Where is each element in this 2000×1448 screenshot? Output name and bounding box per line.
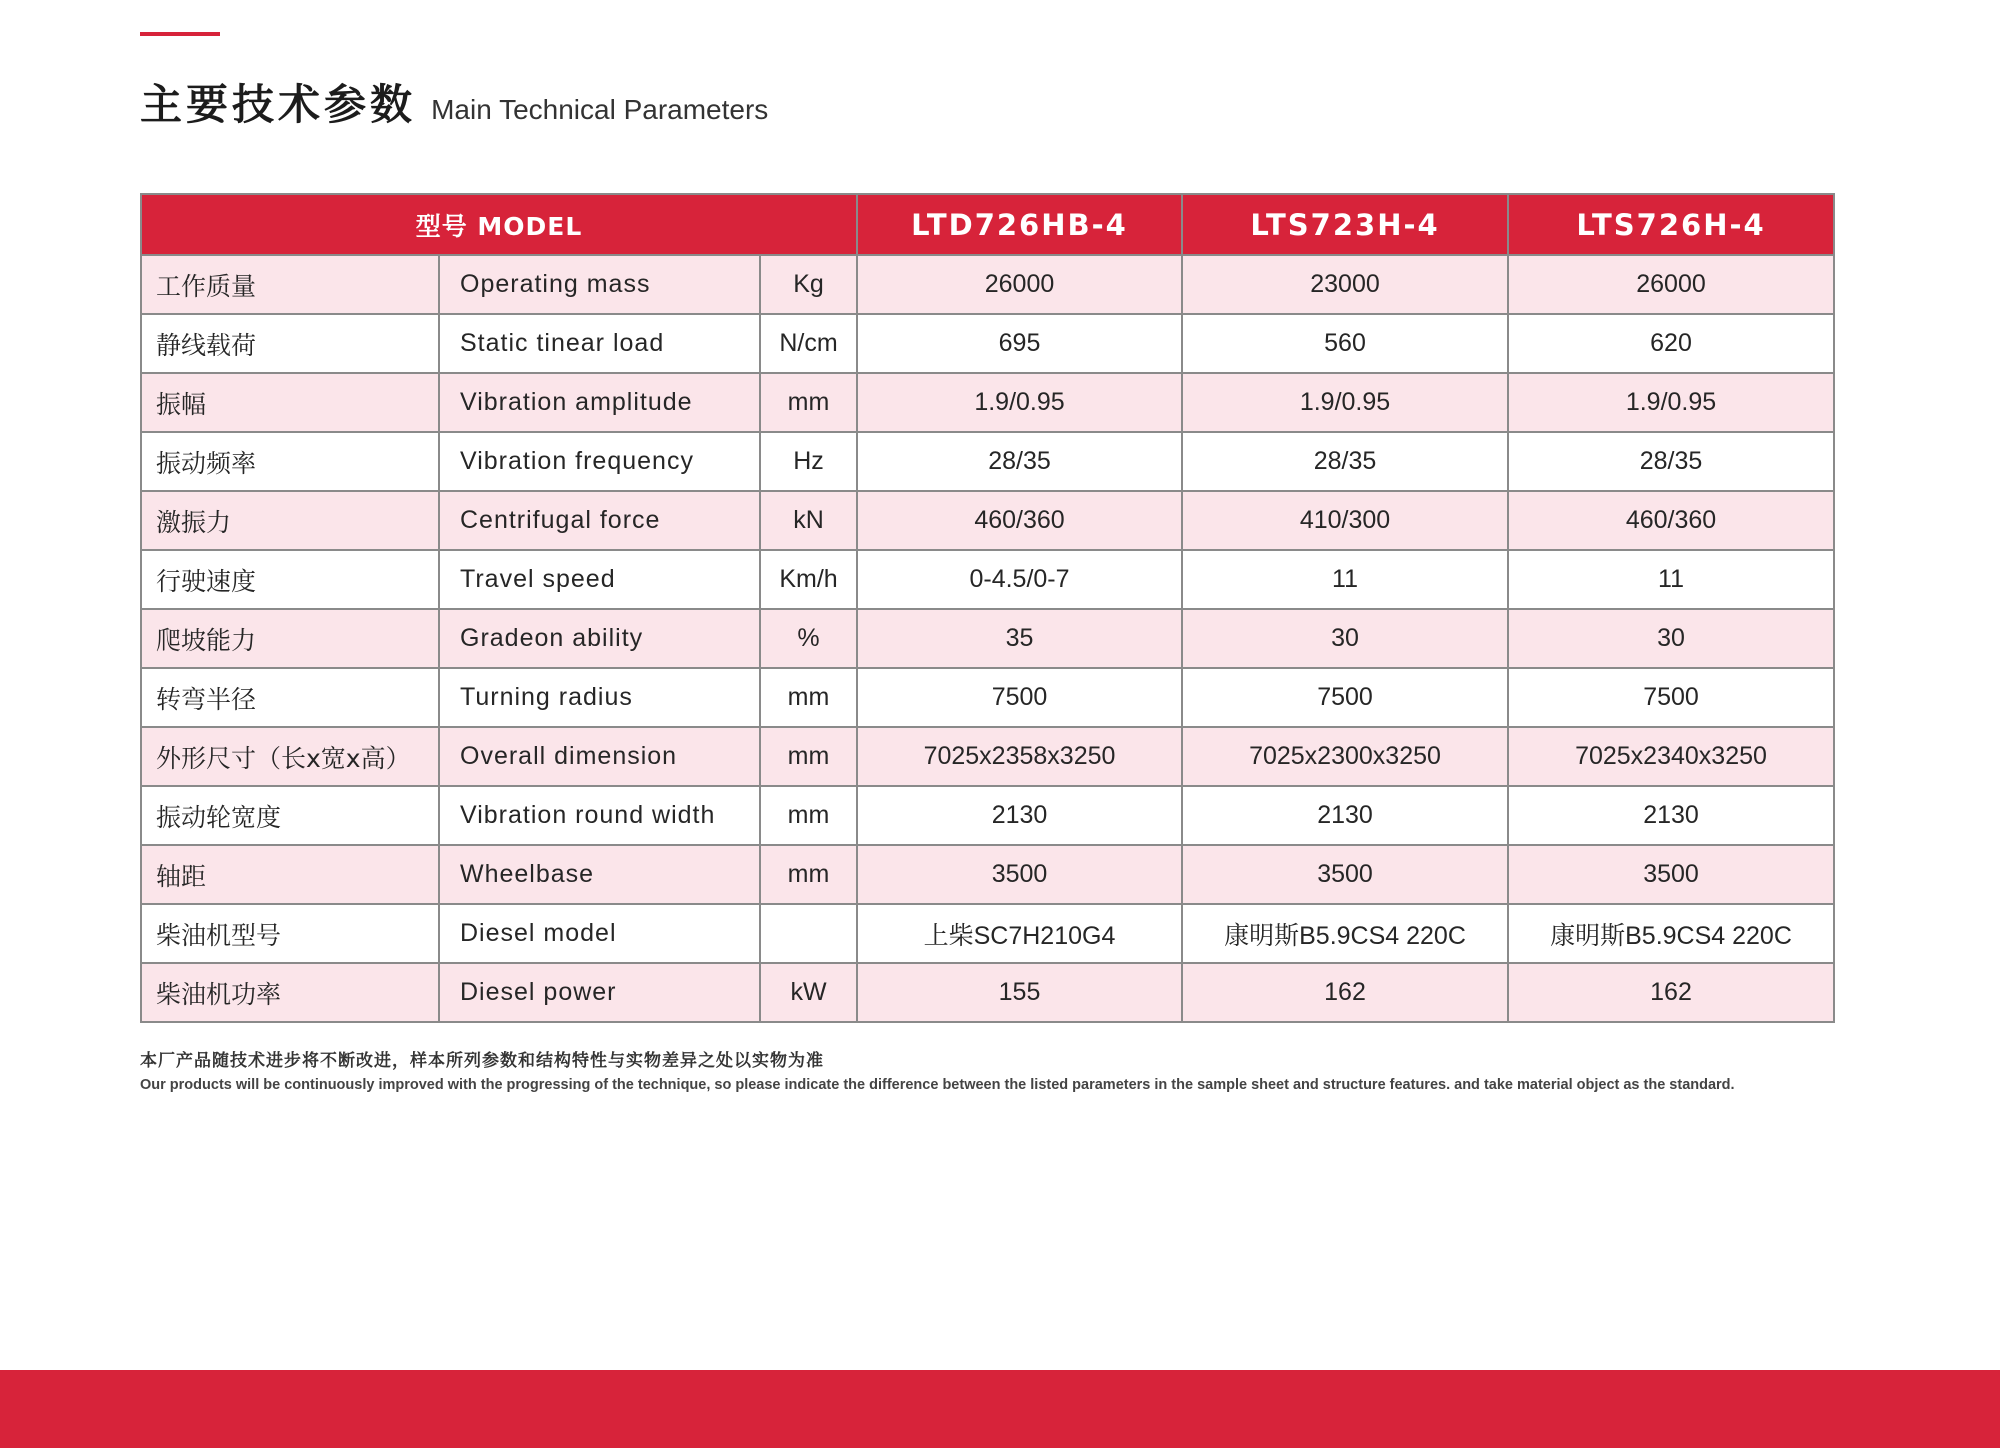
param-unit: kN: [760, 491, 857, 550]
param-value: 康明斯B5.9CS4 220C: [1508, 904, 1834, 963]
table-row: [141, 845, 1834, 904]
param-value: 560: [1182, 314, 1508, 373]
param-value: 11: [1182, 550, 1508, 609]
param-value: 410/300: [1182, 491, 1508, 550]
param-value: 620: [1508, 314, 1834, 373]
param-value: 162: [1182, 963, 1508, 1022]
param-value: 460/360: [857, 491, 1182, 550]
param-value: 695: [857, 314, 1182, 373]
param-value: 23000: [1182, 255, 1508, 314]
param-unit: %: [760, 609, 857, 668]
param-name-en: Vibration frequency: [439, 432, 760, 491]
param-name-zh: 工作质量: [141, 255, 439, 314]
param-unit: [760, 904, 857, 963]
model-name: LTD726HB-4: [857, 194, 1182, 255]
table-row: [141, 432, 1834, 491]
param-value: 28/35: [1508, 432, 1834, 491]
param-name-zh: 行驶速度: [141, 550, 439, 609]
param-value: 7025x2358x3250: [857, 727, 1182, 786]
param-name-en: Centrifugal force: [439, 491, 760, 550]
param-value: 11: [1508, 550, 1834, 609]
footer-band: [0, 1370, 2000, 1448]
param-name-zh: 静线载荷: [141, 314, 439, 373]
table-row: [141, 963, 1834, 1022]
param-unit: mm: [760, 727, 857, 786]
param-name-en: Overall dimension: [439, 727, 760, 786]
param-value: 7500: [1182, 668, 1508, 727]
heading-en: Main Technical Parameters: [431, 94, 769, 125]
table-row: [141, 668, 1834, 727]
param-value: 28/35: [1182, 432, 1508, 491]
param-value: 3500: [1182, 845, 1508, 904]
table-row: [141, 255, 1834, 314]
param-value: 7025x2340x3250: [1508, 727, 1834, 786]
model-name: LTS723H-4: [1182, 194, 1508, 255]
param-value: 3500: [857, 845, 1182, 904]
heading-zh: 主要技术参数: [140, 80, 417, 129]
param-value: 1.9/0.95: [1508, 373, 1834, 432]
param-value: 26000: [1508, 255, 1834, 314]
table-row: [141, 314, 1834, 373]
table-row: [141, 609, 1834, 668]
param-value: 7500: [857, 668, 1182, 727]
param-name-zh: 振动频率: [141, 432, 439, 491]
param-value: 7025x2300x3250: [1182, 727, 1508, 786]
param-name-en: Turning radius: [439, 668, 760, 727]
param-name-zh: 振幅: [141, 373, 439, 432]
table-row: [141, 904, 1834, 963]
param-unit: Kg: [760, 255, 857, 314]
table-row: [141, 786, 1834, 845]
param-unit: Hz: [760, 432, 857, 491]
param-value: 1.9/0.95: [1182, 373, 1508, 432]
spec-table-body: [141, 255, 1834, 1022]
param-value: 35: [857, 609, 1182, 668]
table-row: [141, 491, 1834, 550]
param-name-en: Wheelbase: [439, 845, 760, 904]
section-heading: [140, 72, 768, 132]
param-value: 30: [1182, 609, 1508, 668]
param-value: 3500: [1508, 845, 1834, 904]
param-value: 155: [857, 963, 1182, 1022]
param-value: 2130: [1182, 786, 1508, 845]
param-unit: mm: [760, 786, 857, 845]
param-value: 0-4.5/0-7: [857, 550, 1182, 609]
param-value: 460/360: [1508, 491, 1834, 550]
param-unit: Km/h: [760, 550, 857, 609]
param-name-en: Travel speed: [439, 550, 760, 609]
param-value: 2130: [857, 786, 1182, 845]
param-name-zh: 柴油机功率: [141, 963, 439, 1022]
param-name-zh: 振动轮宽度: [141, 786, 439, 845]
param-name-zh: 激振力: [141, 491, 439, 550]
param-unit: mm: [760, 845, 857, 904]
param-value: 28/35: [857, 432, 1182, 491]
model-label: 型号 MODEL: [141, 194, 857, 255]
param-name-en: Vibration round width: [439, 786, 760, 845]
param-name-zh: 柴油机型号: [141, 904, 439, 963]
param-value: 30: [1508, 609, 1834, 668]
accent-line: [140, 32, 220, 36]
param-name-zh: 转弯半径: [141, 668, 439, 727]
param-name-zh: 轴距: [141, 845, 439, 904]
param-unit: mm: [760, 373, 857, 432]
param-name-en: Vibration amplitude: [439, 373, 760, 432]
param-value: 26000: [857, 255, 1182, 314]
table-row: [141, 373, 1834, 432]
table-row: [141, 727, 1834, 786]
param-name-en: Operating mass: [439, 255, 760, 314]
table-row: [141, 550, 1834, 609]
param-unit: kW: [760, 963, 857, 1022]
param-name-en: Static tinear load: [439, 314, 760, 373]
param-name-en: Diesel model: [439, 904, 760, 963]
param-name-zh: 爬坡能力: [141, 609, 439, 668]
param-name-zh: 外形尺寸（长x宽x高）: [141, 727, 439, 786]
param-name-en: Diesel power: [439, 963, 760, 1022]
table-header-row: [141, 194, 1834, 255]
disclaimer-en: Our products will be continuously improved with the progressing of the technique, so please indicate the difference between the listed parameters in the sample sheet and structure features. and take material object as the standard.: [140, 1077, 1735, 1093]
param-name-en: Gradeon ability: [439, 609, 760, 668]
param-value: 162: [1508, 963, 1834, 1022]
param-value: 康明斯B5.9CS4 220C: [1182, 904, 1508, 963]
param-value: 1.9/0.95: [857, 373, 1182, 432]
param-value: 2130: [1508, 786, 1834, 845]
param-value: 7500: [1508, 668, 1834, 727]
param-unit: mm: [760, 668, 857, 727]
disclaimer-zh: 本厂产品随技术进步将不断改进，样本所列参数和结构特性与实物差异之处以实物为准: [140, 1051, 824, 1071]
model-name: LTS726H-4: [1508, 194, 1834, 255]
param-unit: N/cm: [760, 314, 857, 373]
param-value: 上柴SC7H210G4: [857, 904, 1182, 963]
spec-table: [140, 193, 1835, 1023]
